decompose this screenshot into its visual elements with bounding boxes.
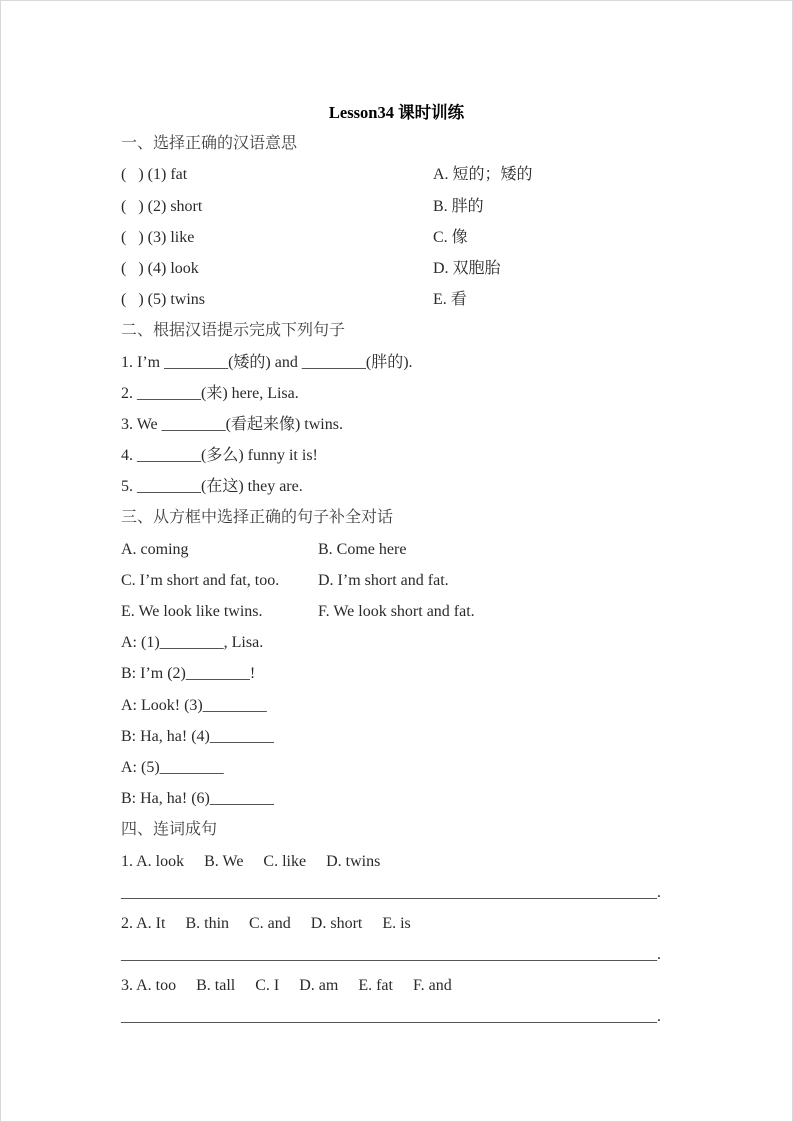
dialogue-line: A: (1)________, Lisa. [121, 634, 264, 652]
match-item: ( ) (3) like [121, 228, 195, 246]
option-item: B. Come here [318, 540, 407, 558]
match-item: ( ) (5) twins [121, 291, 205, 309]
fill-in-sentence: 5. ________(在这) they are. [121, 478, 303, 496]
dialogue-line: A: Look! (3)________ [121, 696, 267, 714]
option-row [121, 565, 672, 596]
match-row [121, 284, 672, 315]
section4-heading: 四、连词成句 [121, 821, 218, 839]
fill-in-sentence: 2. ________(来) here, Lisa. [121, 384, 299, 402]
match-item: ( ) (1) fat [121, 166, 188, 184]
section1-heading: 一、选择正确的汉语意思 [121, 135, 298, 153]
option-row [121, 596, 672, 627]
page-title: Lesson34 课时训练 [328, 103, 465, 122]
match-row [121, 253, 672, 284]
match-item: ( ) (2) short [121, 197, 203, 215]
match-row [121, 159, 672, 190]
match-choice: C. 像 [433, 228, 468, 246]
dialogue-line: B: I’m (2)________! [121, 665, 256, 683]
word-bank-row: 2. A. It B. thin C. and D. short E. is [121, 914, 411, 932]
answer-blank-line: ___________________________________________________________________. [121, 883, 661, 901]
dialogue-line: A: (5)________ [121, 758, 224, 776]
fill-in-sentence: 1. I’m ________(矮的) and ________(胖的). [121, 353, 413, 371]
answer-blank-line: ___________________________________________________________________. [121, 946, 661, 964]
match-choice: E. 看 [433, 291, 467, 309]
match-choice: D. 双胞胎 [433, 259, 501, 277]
option-item: D. I’m short and fat. [318, 571, 449, 589]
answer-blank-line: ___________________________________________________________________. [121, 1008, 661, 1026]
match-choice: A. 短的；矮的 [433, 166, 533, 184]
option-item: F. We look short and fat. [318, 603, 475, 620]
option-item: C. I’m short and fat, too. [121, 571, 280, 589]
match-row [121, 222, 672, 253]
match-item: ( ) (4) look [121, 259, 199, 277]
fill-in-sentence: 4. ________(多么) funny it is! [121, 447, 318, 465]
match-row [121, 191, 672, 222]
fill-in-sentence: 3. We ________(看起来像) twins. [121, 415, 343, 433]
word-bank-row: 3. A. too B. tall C. I D. am E. fat F. and [121, 977, 452, 995]
option-item: A. coming [121, 540, 189, 558]
match-choice: B. 胖的 [433, 197, 484, 215]
option-item: E. We look like twins. [121, 603, 263, 620]
dialogue-line: B: Ha, ha! (6)________ [121, 790, 274, 808]
word-bank-row: 1. A. look B. We C. like D. twins [121, 852, 381, 870]
section2-heading: 二、根据汉语提示完成下列句子 [121, 322, 346, 340]
section3-heading: 三、从方框中选择正确的句子补全对话 [121, 509, 394, 527]
option-row [121, 534, 672, 565]
dialogue-line: B: Ha, ha! (4)________ [121, 727, 274, 745]
